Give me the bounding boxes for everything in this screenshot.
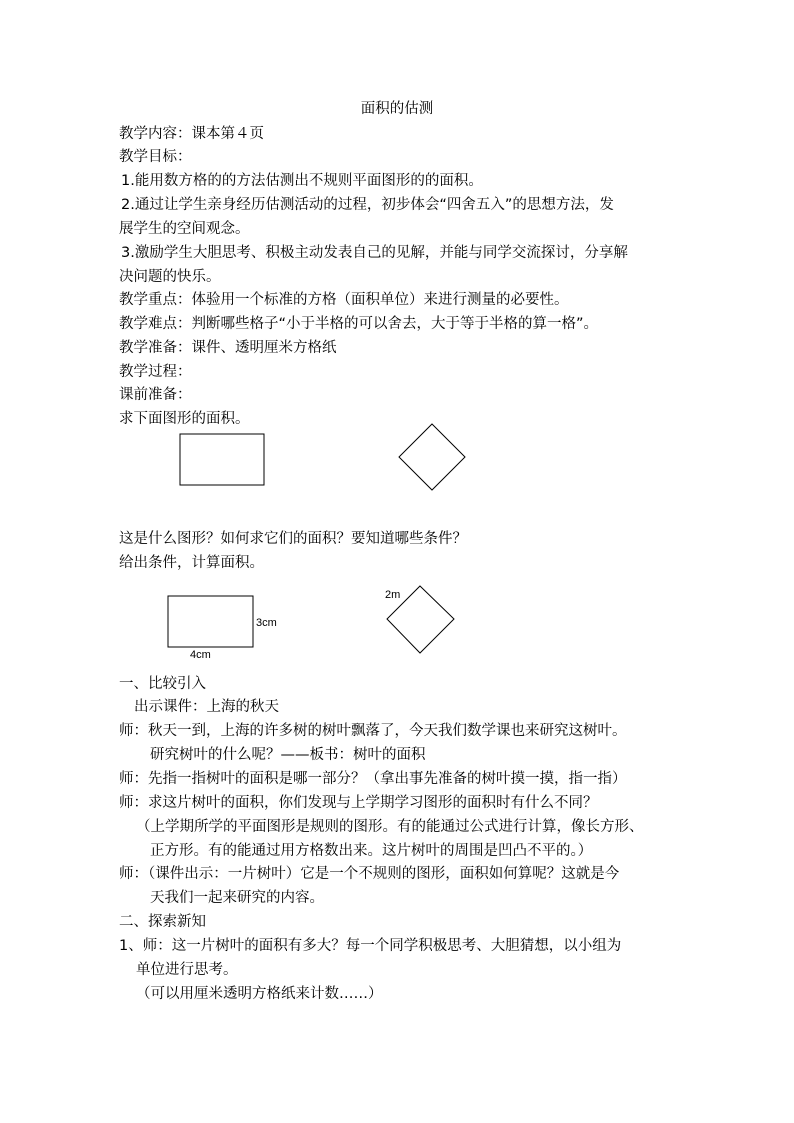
text-line: 出示课件：上海的秋天 — [134, 699, 279, 715]
text-line: 2.通过让学生亲身经历估测活动的过程，初步体会“四舍五入”的思想方法，发 — [121, 197, 614, 213]
text-line: 决问题的快乐。 — [119, 269, 221, 285]
text-line: （上学期所学的平面图形是规则的图形。有的能通过公式进行计算，像长方形、 — [136, 819, 644, 835]
text-line: 给出条件，计算面积。 — [119, 555, 264, 571]
section-heading: 一、比较引入 — [119, 676, 206, 692]
text-line: 教学过程： — [119, 364, 192, 380]
text-line: 教学内容：课本第４页 — [119, 126, 264, 142]
rect-width-label: 4cm — [190, 649, 211, 661]
text-line: 师：（课件出示：一片树叶）它是一个不规则的图形，面积如何算呢？这就是今 — [119, 866, 620, 882]
rect-height-label: 3cm — [256, 617, 277, 629]
page-title: 面积的估测 — [360, 101, 434, 117]
diamond-shape — [399, 424, 465, 490]
text-line: 师：秋天一到，上海的许多树的树叶飘落了，今天我们数学课也来研究这树叶。 — [119, 723, 627, 739]
text-line: 展学生的空间观念。 — [119, 221, 250, 237]
text-line: 教学目标： — [119, 149, 192, 165]
text-line: 正方形。有的能通过用方格数出来。这片树叶的周围是凹凸不平的。） — [150, 843, 593, 859]
square-side-label: 2m — [385, 589, 401, 601]
section-heading: 二、探索新知 — [119, 914, 206, 930]
text-line: 1.能用数方格的的方法估测出不规则平面图形的的面积。 — [121, 173, 483, 189]
text-line: 教学重点：体验用一个标准的方格（面积单位）来进行测量的必要性。 — [119, 292, 569, 308]
text-line: 教学难点：判断哪些格子“小于半格的可以舍去，大于等于半格的算一格”。 — [119, 316, 599, 332]
rectangle-shape — [180, 434, 264, 485]
text-line: 3.激励学生大胆思考、积极主动发表自己的见解，并能与同学交流探讨，分享解 — [121, 245, 628, 261]
text-line: 1、师：这一片树叶的面积有多大？每一个同学积极思考、大胆猜想，以小组为 — [119, 938, 622, 954]
text-line: （可以用厘米透明方格纸来计数……） — [136, 986, 383, 1002]
text-line: 教学准备：课件、透明厘米方格纸 — [119, 340, 337, 356]
text-line: 天我们一起来研究的内容。 — [150, 890, 324, 906]
labeled-rectangle-shape — [168, 596, 253, 647]
text-line: 求下面图形的面积。 — [119, 411, 250, 427]
text-line: 师：求这片树叶的面积，你们发现与上学期学习图形的面积时有什么不同？ — [119, 795, 598, 811]
text-line: 师：先指一指树叶的面积是哪一部分？（拿出事先准备的树叶摸一摸，指一指） — [119, 771, 627, 787]
text-line: 课前准备： — [119, 387, 192, 403]
text-line: 这是什么图形？如何求它们的面积？要知道哪些条件？ — [119, 531, 467, 547]
text-line: 单位进行思考。 — [136, 962, 238, 978]
text-line: 研究树叶的什么呢？——板书：树叶的面积 — [150, 747, 426, 763]
